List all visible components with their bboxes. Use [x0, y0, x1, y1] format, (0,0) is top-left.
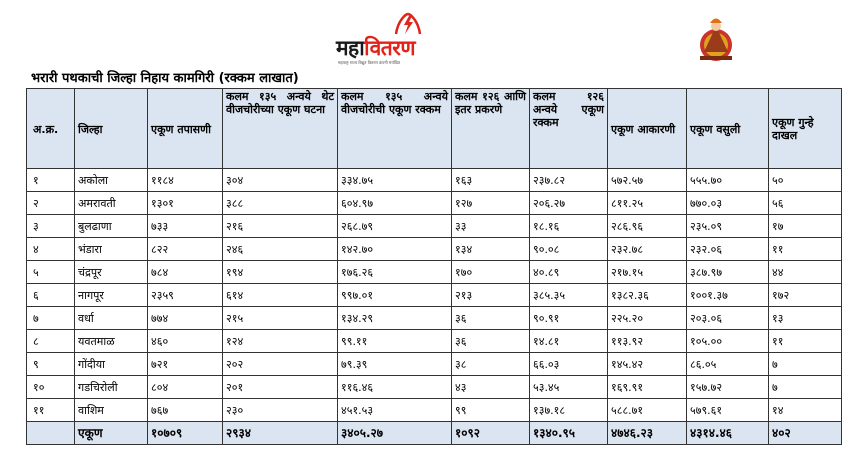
table-row [27, 261, 842, 284]
table-cell: ७ [769, 376, 842, 399]
column-header: एकूण वसुली [687, 89, 769, 169]
table-cell: १४५.४२ [608, 353, 687, 376]
table-row [27, 353, 842, 376]
table-cell: भंडारा [75, 238, 148, 261]
table-total-row [27, 422, 842, 445]
table-cell: ९९.११ [338, 330, 452, 353]
table-cell: ५७९.६१ [687, 399, 769, 422]
total-cell: ३४०५.२७ [338, 422, 452, 445]
table-row [27, 169, 842, 192]
table-cell: २०२ [223, 353, 338, 376]
column-header: अ.क्र. [27, 89, 75, 169]
table-cell: १३४ [452, 238, 530, 261]
table-cell: ७७४ [148, 307, 223, 330]
table-cell: ११ [27, 399, 75, 422]
table-cell: १७० [452, 261, 530, 284]
table-cell: ८२२ [148, 238, 223, 261]
table-row [27, 399, 842, 422]
page-title: भरारी पथकाची जिल्हा निहाय कामगिरी (रक्कम लाखात) [31, 71, 299, 86]
table-cell: ७६७ [148, 399, 223, 422]
table-cell: ७८४ [148, 261, 223, 284]
table-cell: गोंदीया [75, 353, 148, 376]
table-cell: ५७२.५७ [608, 169, 687, 192]
table-cell: २८६.९६ [608, 215, 687, 238]
table-cell: १७६.२६ [338, 261, 452, 284]
table-cell: ४६० [148, 330, 223, 353]
district-performance-table [26, 88, 842, 445]
table-cell: २ [27, 192, 75, 215]
table-cell: वर्धा [75, 307, 148, 330]
table-cell: ३६ [452, 307, 530, 330]
table-cell: ९०.०८ [530, 238, 608, 261]
total-cell: १३४०.९५ [530, 422, 608, 445]
logo-text-part2: वितरण [364, 36, 416, 60]
table-cell: १६९.९१ [608, 376, 687, 399]
table-cell: ११६.४६ [338, 376, 452, 399]
table-cell: १००१.३७ [687, 284, 769, 307]
table-row [27, 284, 842, 307]
table-cell: ११३.९२ [608, 330, 687, 353]
table-cell: ५६ [769, 192, 842, 215]
table-cell: ६ [27, 284, 75, 307]
table-cell: ६०४.९७ [338, 192, 452, 215]
table-cell: ११ [769, 330, 842, 353]
table-cell: ८६.०५ [687, 353, 769, 376]
table-cell: चंद्रपूर [75, 261, 148, 284]
table-cell: ६६.०३ [530, 353, 608, 376]
table-cell: १३०१ [148, 192, 223, 215]
table-cell: ४५१.५३ [338, 399, 452, 422]
table-cell: २४६ [223, 238, 338, 261]
column-header: एकूण गुन्हे दाखल [769, 89, 842, 169]
logo-tagline: महाराष्ट्र राज्य विद्युत वितरण कंपनी मर्यादित [338, 60, 401, 65]
table-cell: २०६.२७ [530, 192, 608, 215]
table-cell: २०३.०६ [687, 307, 769, 330]
total-cell: ४७४६.२३ [608, 422, 687, 445]
table-cell: १२७ [452, 192, 530, 215]
table-cell: १९४ [223, 261, 338, 284]
table-cell: २१३ [452, 284, 530, 307]
table-cell: २३२.०६ [687, 238, 769, 261]
table-cell: ९ [27, 353, 75, 376]
column-header: कलम १३५ अन्वये थेट वीजचोरीच्या एकूण घटना [223, 89, 338, 169]
table-cell: २१७.१५ [608, 261, 687, 284]
table-cell: ५८८.७१ [608, 399, 687, 422]
table-cell: ७ [27, 307, 75, 330]
table-cell: २१६ [223, 215, 338, 238]
table-cell: ७९.३९ [338, 353, 452, 376]
table-cell: १४ [769, 399, 842, 422]
table-row [27, 238, 842, 261]
table-cell: ८ [27, 330, 75, 353]
table-cell: १३८२.३६ [608, 284, 687, 307]
table-cell: ३६ [452, 330, 530, 353]
table-cell: १३४.२९ [338, 307, 452, 330]
table-cell: ८०४ [148, 376, 223, 399]
table-cell: वाशिम [75, 399, 148, 422]
table-cell: ४०.८९ [530, 261, 608, 284]
table-cell: १६३ [452, 169, 530, 192]
table-cell: ३८८ [223, 192, 338, 215]
table-cell: १७ [769, 215, 842, 238]
table-cell: ९०.९१ [530, 307, 608, 330]
total-cell: २९३४ [223, 422, 338, 445]
table-cell: १३ [769, 307, 842, 330]
table-cell: ११ [769, 238, 842, 261]
table-cell: १५७.७२ [687, 376, 769, 399]
table-cell: ३०४ [223, 169, 338, 192]
table-cell: १३७.१८ [530, 399, 608, 422]
table-cell: ८११.२५ [608, 192, 687, 215]
column-header: कलम १२६ आणि इतर प्रकरणे [452, 89, 530, 169]
lightning-logo-icon [392, 12, 424, 36]
table-cell: ९९७.०१ [338, 284, 452, 307]
table-cell: २३५९ [148, 284, 223, 307]
table-cell: १४.८१ [530, 330, 608, 353]
table-cell: ५३.४५ [530, 376, 608, 399]
total-cell: एकूण [75, 422, 148, 445]
column-header: एकूण तपासणी [148, 89, 223, 169]
column-header: जिल्हा [75, 89, 148, 169]
table-header-row [27, 89, 842, 169]
table-cell: २६८.७९ [338, 215, 452, 238]
column-header: एकूण आकारणी [608, 89, 687, 169]
table-row [27, 330, 842, 353]
table-cell: ४ [27, 238, 75, 261]
table-row [27, 376, 842, 399]
table-cell: ६१४ [223, 284, 338, 307]
total-cell [27, 422, 75, 445]
table-cell: ३८ [452, 353, 530, 376]
table-cell: ३८७.९७ [687, 261, 769, 284]
mahavitaran-logo [336, 12, 466, 64]
table-cell: बुलढाणा [75, 215, 148, 238]
table-cell: यवतमाळ [75, 330, 148, 353]
table-cell: १०५.०० [687, 330, 769, 353]
table-cell: ३३ [452, 215, 530, 238]
table-cell: २३० [223, 399, 338, 422]
table-cell: ३ [27, 215, 75, 238]
table-cell: ४४ [769, 261, 842, 284]
table-cell: २०१ [223, 376, 338, 399]
table-cell: नागपूर [75, 284, 148, 307]
table-cell: ३३४.७५ [338, 169, 452, 192]
table-cell: १४२.७० [338, 238, 452, 261]
total-cell: ४०२ [769, 422, 842, 445]
table-cell: ९९ [452, 399, 530, 422]
column-header: कलम १३५ अन्वये वीजचोरीची एकूण रक्कम [338, 89, 452, 169]
table-cell: ५ [27, 261, 75, 284]
table-row [27, 307, 842, 330]
table-cell: १० [27, 376, 75, 399]
table-cell: २३७.८२ [530, 169, 608, 192]
table-cell: २१५ [223, 307, 338, 330]
table-cell: ७२१ [148, 353, 223, 376]
table-cell: अमरावती [75, 192, 148, 215]
shivaji-emblem-icon [690, 12, 742, 64]
logo-text-part1: महा [336, 36, 365, 60]
table-cell: २३५.०९ [687, 215, 769, 238]
total-cell: १०७०९ [148, 422, 223, 445]
table-cell: ७७०.०३ [687, 192, 769, 215]
table-cell: १ [27, 169, 75, 192]
table-cell: अकोला [75, 169, 148, 192]
table-cell: ३८५.३५ [530, 284, 608, 307]
table-cell: गडचिरोली [75, 376, 148, 399]
total-cell: ४३१४.४६ [687, 422, 769, 445]
table-cell: २२५.२० [608, 307, 687, 330]
table-cell: ७ [769, 353, 842, 376]
table-cell: ११८४ [148, 169, 223, 192]
table-cell: १२४ [223, 330, 338, 353]
table-row [27, 215, 842, 238]
logo-text [336, 34, 415, 62]
table-cell: १८.१६ [530, 215, 608, 238]
table-row [27, 192, 842, 215]
table-cell: ५५५.७० [687, 169, 769, 192]
table-cell: ४३ [452, 376, 530, 399]
total-cell: १०९२ [452, 422, 530, 445]
table-cell: १७२ [769, 284, 842, 307]
table-cell: ७३३ [148, 215, 223, 238]
table-cell: ५० [769, 169, 842, 192]
table-cell: २३२.७८ [608, 238, 687, 261]
column-header: कलम १२६ अन्वये एकूण रक्कम [530, 89, 608, 169]
